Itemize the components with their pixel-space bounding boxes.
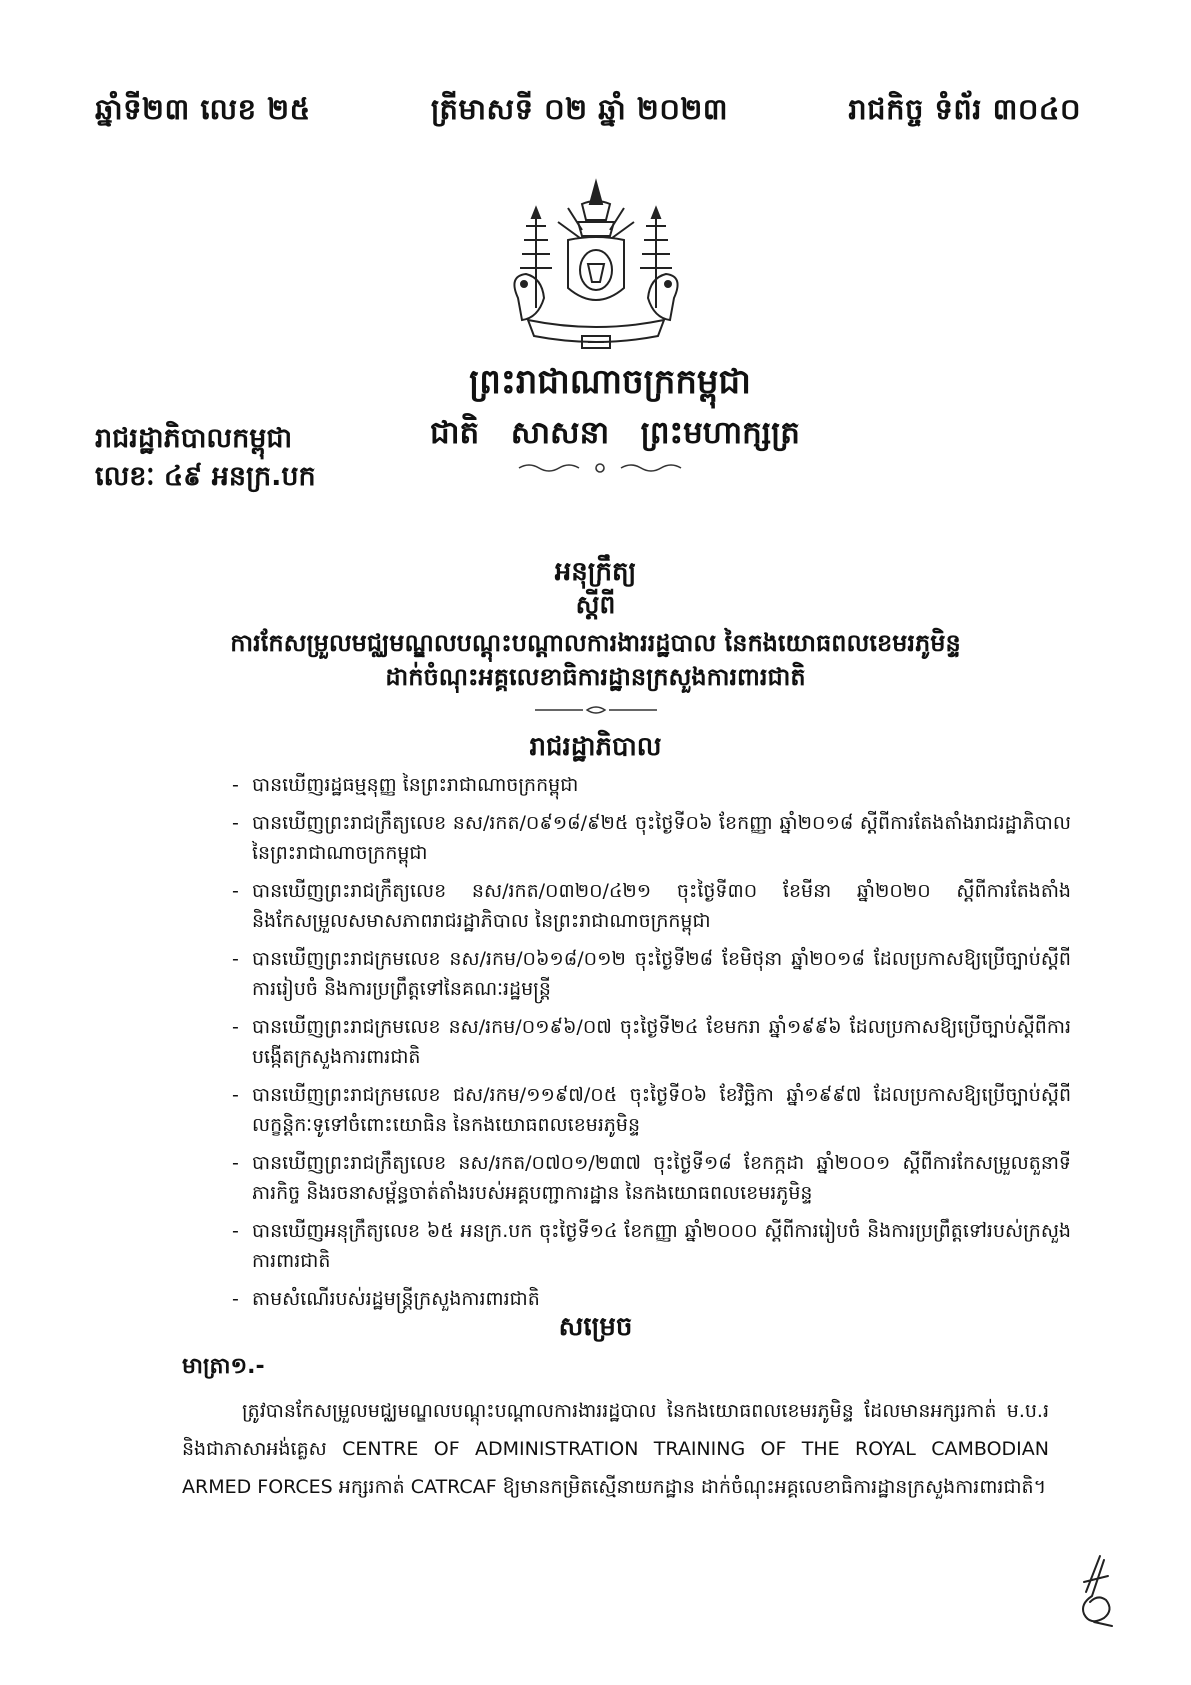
gazette-page-number: រាជកិច្ច ទំព័រ ៣០៤០ <box>848 92 1081 126</box>
reference-item: - បានឃើញព្រះរាជក្រមលេខ ជស/រកម/១១៩៧/០៥ ចុះថ្ងៃទី០៦ ខែវិច្ឆិកា ឆ្នាំ១៩៩៧ ដែលប្រកាសឱ្យប្រើច្បាប់ស្តីពីលក្ខន្តិកៈទូទៅចំពោះយោធិន នៃកងយោធពលខេមរភូមិន្ទ <box>232 1080 1071 1140</box>
reference-item: - បានឃើញអនុក្រឹត្យលេខ ៦៥ អនក្រ.បក ចុះថ្ងៃទី១៤ ខែកញ្ញា ឆ្នាំ២០០០ ស្តីពីការរៀបចំ និងការប្រព្រឹត្តទៅរបស់ក្រសួងការពារជាតិ <box>232 1216 1071 1276</box>
article-label: មាត្រា១.- <box>182 1354 265 1379</box>
gazette-quarter: ត្រីមាសទី ០២ ឆ្នាំ ២០២៣ <box>430 92 729 126</box>
initials-signature-icon <box>1070 1552 1120 1632</box>
kingdom-name: ព្រះរាជាណាចក្រកម្ពុជា <box>469 362 751 402</box>
document-about: ស្តីពី <box>575 590 616 619</box>
title-line-2: ដាក់ចំណុះអគ្គលេខាធិការដ្ឋានក្រសួងការពារជាតិ <box>385 663 806 691</box>
motto-king: ព្រះមហាក្សត្រ <box>640 415 800 451</box>
reference-item: - បានឃើញព្រះរាជក្រឹត្យលេខ នស/រកត/០៩១៨/៩២៥ ចុះថ្ងៃទី០៦ ខែកញ្ញា ឆ្នាំ២០១៨ ស្តីពីការតែងតាំងរាជរដ្ឋាភិបាល នៃព្រះរាជាណាចក្រកម្ពុជា <box>232 808 1071 868</box>
reference-item: - បានឃើញព្រះរាជក្រមលេខ នស/រកម/០៦១៨/០១២ ចុះថ្ងៃទី២៨ ខែមិថុនា ឆ្នាំ២០១៨ ដែលប្រកាសឱ្យប្រើច្បាប់ស្តីពីការរៀបចំ និងការប្រព្រឹត្តទៅនៃគណៈរដ្ឋមន្ត្រី <box>232 944 1071 1004</box>
decision-heading: សម្រេច <box>558 1312 633 1342</box>
reference-item: - បានឃើញរដ្ឋធម្មនុញ្ញ នៃព្រះរាជាណាចក្រកម្ពុជា <box>232 770 1071 800</box>
royal-coat-of-arms-icon <box>498 178 694 356</box>
document-number: លេខៈ ៤៩ អនក្រ.បក <box>95 461 316 492</box>
article-body: ត្រូវបានកែសម្រួលមជ្ឈមណ្ឌលបណ្តុះបណ្តាលការងាររដ្ឋបាល នៃកងយោធពលខេមរភូមិន្ទ ដែលមានអក្សរកាត់ ម.ប.រ និងជាភាសាអង់គ្លេស CENTRE OF ADMINISTRATION TRAINING OF THE ROYAL CAMBODIAN ARMED FORCES អក្សរកាត់ CATRCAF ឱ្យមានកម្រិតស្មើនាយកដ្ឋាន ដាក់ចំណុះអគ្គលេខាធិការដ្ឋានក្រសួងការពារជាតិ។ <box>182 1400 1049 1498</box>
reference-item: - បានឃើញព្រះរាជក្រឹត្យលេខ នស/រកត/០៧០១/២៣៧ ចុះថ្ងៃទី១៨ ខែកក្កដា ឆ្នាំ២០០១ ស្តីពីការកែសម្រួលតួនាទីភារកិច្ច និងរចនាសម្ព័ន្ធចាត់តាំងរបស់អគ្គបញ្ជាការដ្ឋាន នៃកងយោធពលខេមរភូមិន្ទ <box>232 1148 1071 1208</box>
document-type: អនុក្រឹត្យ <box>554 557 637 587</box>
gazette-header <box>95 92 1081 134</box>
government-heading: រាជរដ្ឋាភិបាល <box>529 732 662 762</box>
issuer-name: រាជរដ្ឋាភិបាលកម្ពុជា <box>95 423 293 454</box>
motto-religion: សាសនា <box>510 415 610 451</box>
divider-ornament-icon <box>515 460 685 476</box>
reference-item: - បានឃើញព្រះរាជក្រមលេខ នស/រកម/០១៩៦/០៧ ចុះថ្ងៃទី២៤ ខែមករា ឆ្នាំ១៩៩៦ ដែលប្រកាសឱ្យប្រើច្បាប់ស្តីពីការបង្កើតក្រសួងការពារជាតិ <box>232 1012 1071 1072</box>
legal-references-list <box>232 770 1071 1322</box>
document-title <box>120 626 1071 694</box>
gazette-issue: ឆ្នាំទី២៣ លេខ ២៥ <box>95 92 311 126</box>
title-line-1: ការកែសម្រួលមជ្ឈមណ្ឌលបណ្តុះបណ្តាលការងាររដ្ឋបាល នៃកងយោធពលខេមរភូមិន្ទ <box>230 629 961 657</box>
motto-nation: ជាតិ <box>430 415 480 451</box>
issuing-authority <box>95 420 316 496</box>
reference-item: - តាមសំណើរបស់រដ្ឋមន្ត្រីក្រសួងការពារជាតិ <box>232 1284 1071 1314</box>
title-divider-icon <box>533 704 659 716</box>
national-motto <box>430 414 800 459</box>
reference-item: - បានឃើញព្រះរាជក្រឹត្យលេខ នស/រកត/០៣២០/៤២១ ចុះថ្ងៃទី៣០ ខែមីនា ឆ្នាំ២០២០ ស្តីពីការតែងតាំង និងកែសម្រួលសមាសភាពរាជរដ្ឋាភិបាល នៃព្រះរាជាណាចក្រកម្ពុជា <box>232 876 1071 936</box>
